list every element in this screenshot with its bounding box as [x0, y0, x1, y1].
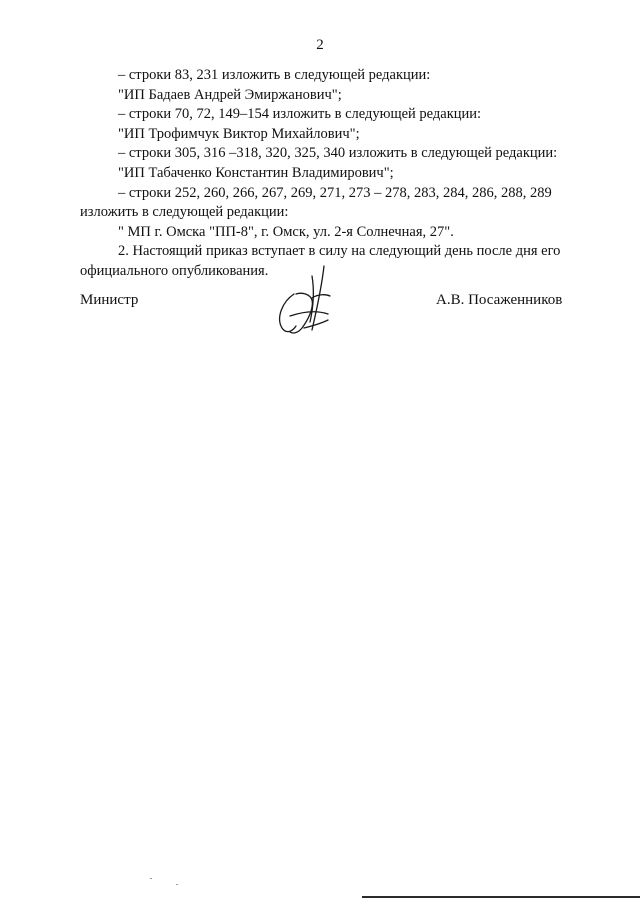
- text-line: – строки 70, 72, 149–154 изложить в следующей редакции:: [118, 106, 482, 123]
- signatory-title: Министр: [80, 292, 139, 308]
- scan-speck: [176, 884, 178, 885]
- signatory-name: А.В. Посаженников: [436, 292, 563, 308]
- text-line: 2. Настоящий приказ вступает в силу на следующий день после дня его: [118, 243, 561, 260]
- bottom-edge-rule: [362, 896, 640, 898]
- text-line: – строки 252, 260, 266, 267, 269, 271, 273 – 278, 283, 284, 286, 288, 289: [118, 184, 552, 201]
- text-line: " МП г. Омска "ПП-8", г. Омск, ул. 2-я Солнечная, 27".: [118, 223, 454, 240]
- scan-speck: [150, 878, 152, 879]
- page-number: 2: [316, 37, 324, 53]
- text-line: официального опубликования.: [80, 262, 269, 279]
- text-line: – строки 83, 231 изложить в следующей редакции:: [118, 67, 431, 83]
- text-line: изложить в следующей редакции:: [80, 204, 289, 221]
- text-line: "ИП Табаченко Константин Владимирович";: [118, 164, 394, 181]
- text-line: "ИП Бадаев Андрей Эмиржанович";: [118, 86, 342, 103]
- document-body: [80, 66, 580, 282]
- text-line: "ИП Трофимчук Виктор Михайлович";: [118, 125, 360, 142]
- text-line: – строки 305, 316 –318, 320, 325, 340 изложить в следующей редакции:: [118, 145, 558, 162]
- handwritten-signature: [268, 258, 350, 340]
